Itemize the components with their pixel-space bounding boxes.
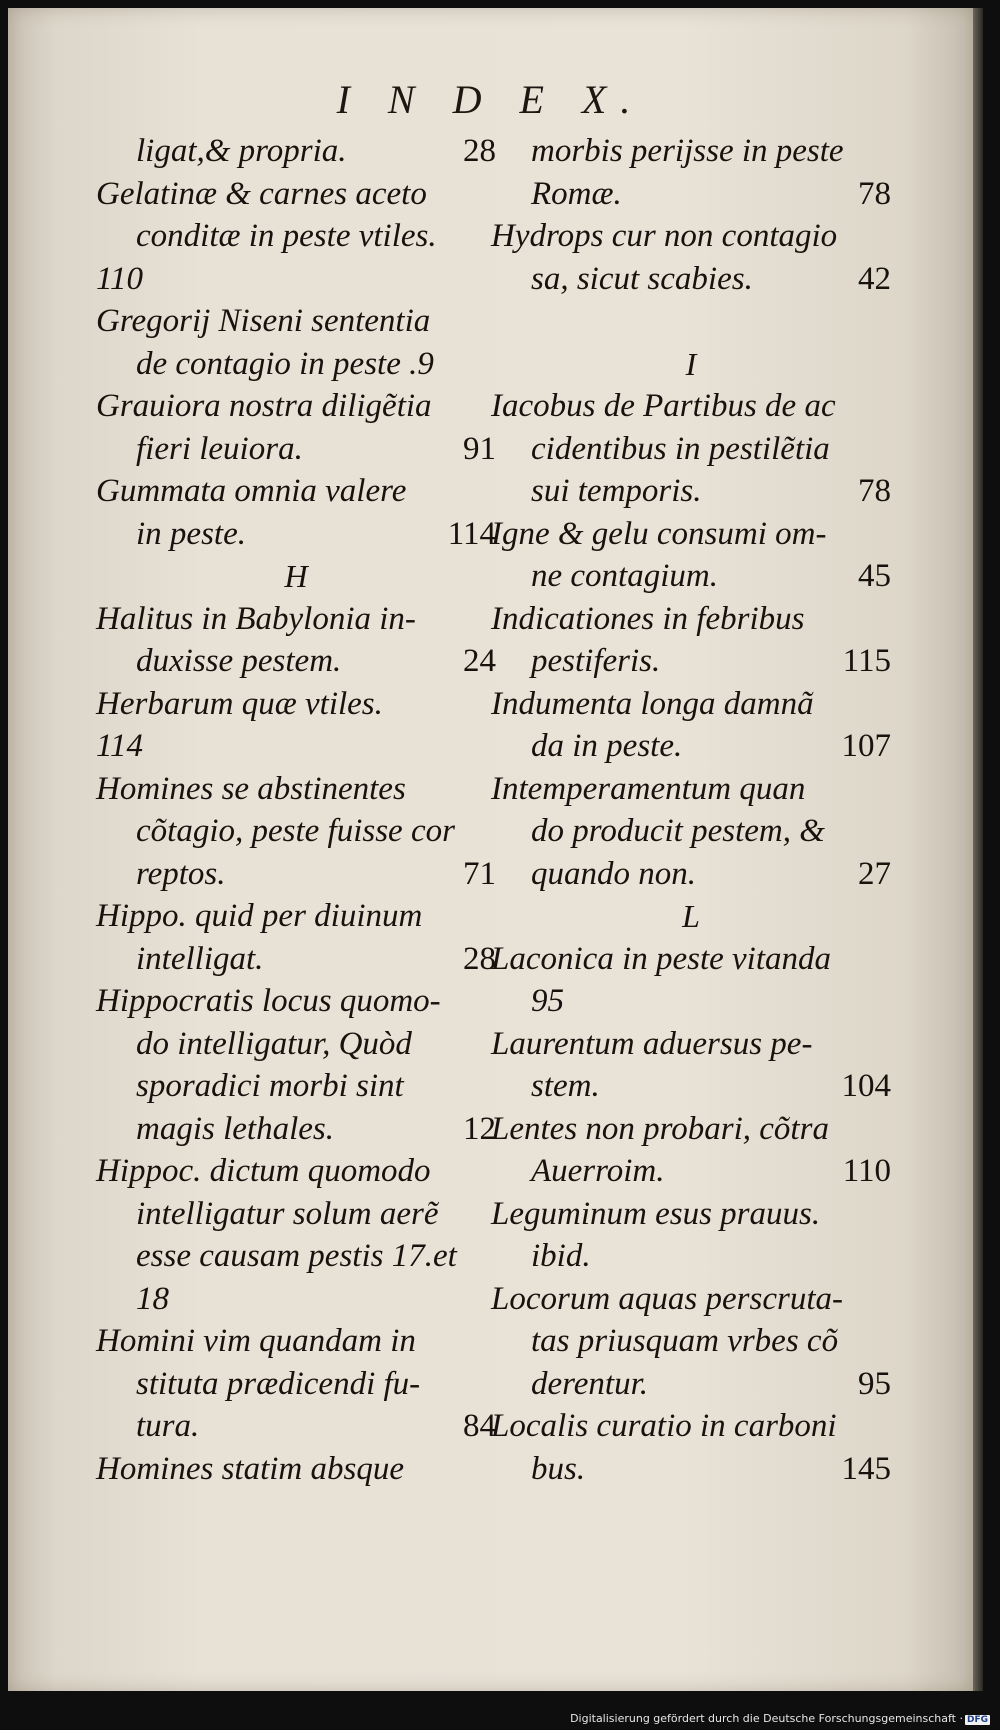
page-number: 104 — [841, 1068, 891, 1104]
entry-text: do producit pestem, & — [531, 813, 825, 849]
index-entry-line — [96, 1278, 496, 1321]
index-entry-line — [491, 725, 891, 768]
entry-text: fieri leuiora. — [136, 430, 303, 467]
entry-text: Homines se abstinentes — [96, 770, 406, 807]
index-entry-line — [96, 343, 496, 386]
index-entry-line — [491, 300, 891, 343]
page-number: 145 — [841, 1450, 891, 1487]
entry-text: de contagio in peste .9 — [136, 345, 434, 382]
index-entry-line — [491, 598, 891, 641]
entry-text: in peste. — [136, 515, 246, 552]
entry-text: Gelatinæ & carnes aceto — [96, 175, 427, 212]
index-entry-line — [491, 1363, 891, 1406]
page-number: 78 — [858, 473, 891, 509]
index-letter-heading — [491, 895, 891, 938]
entry-text: Grauiora nostra diligẽtia — [96, 388, 432, 424]
page-number: 78 — [858, 175, 891, 212]
entry-text: 95 — [531, 983, 564, 1019]
index-entry-line — [96, 1193, 496, 1236]
index-entry-line — [96, 768, 496, 811]
index-entry-line — [491, 555, 891, 598]
entry-text: H — [284, 558, 308, 594]
entry-text: Locorum aquas perscruta- — [491, 1280, 843, 1317]
page-edge — [973, 8, 983, 1691]
index-entry-line — [96, 470, 496, 513]
index-entry-line — [96, 1065, 496, 1108]
index-entry-line — [491, 1108, 891, 1151]
index-entry-line — [96, 853, 496, 896]
index-entry-line — [96, 640, 496, 683]
entry-text: sporadici morbi sint — [136, 1068, 404, 1104]
entry-text: Iacobus de Partibus de ac — [491, 388, 836, 424]
index-entry-line — [491, 938, 891, 981]
index-entry-line — [491, 173, 891, 216]
entry-text: L — [682, 898, 700, 934]
page-number: 114 — [447, 515, 496, 552]
index-entry-line — [491, 513, 891, 556]
page-number: 110 — [842, 1153, 891, 1189]
entry-text: intelligat. — [136, 940, 264, 977]
index-entry-line — [491, 1150, 891, 1193]
entry-text: stituta prædicendi fu- — [136, 1365, 421, 1402]
entry-text: Leguminum esus prauus. — [491, 1195, 821, 1232]
index-entry-line — [491, 683, 891, 726]
entry-text: quando non. — [531, 855, 696, 892]
index-entry-line — [96, 1448, 496, 1491]
index-entry-line — [491, 980, 891, 1023]
entry-text: duxisse pestem. — [136, 643, 342, 679]
index-entry-line — [96, 1023, 496, 1066]
index-entry-line — [491, 385, 891, 428]
entry-text: Romæ. — [531, 175, 622, 212]
entry-text: Hippo. quid per diuinum — [96, 898, 423, 934]
entry-text: ibid. — [531, 1238, 591, 1274]
entry-text: 18 — [136, 1280, 169, 1317]
page-number: 27 — [858, 855, 891, 892]
index-entry-line — [96, 300, 496, 343]
index-entry-line — [491, 1320, 891, 1363]
entry-text: Homini vim quandam in — [96, 1323, 416, 1359]
entry-text: Gregorij Niseni sententia — [96, 303, 431, 339]
entry-text: ligat,& propria. — [136, 133, 347, 169]
credit-text: Digitalisierung gefördert durch die Deutsche Forschungsgemeinschaft · — [570, 1712, 963, 1725]
entry-text: reptos. — [136, 855, 226, 892]
entry-text: sui temporis. — [531, 473, 702, 509]
index-entry-line — [96, 1235, 496, 1278]
entry-text: tura. — [136, 1408, 200, 1444]
entry-text: Hydrops cur non contagio — [491, 218, 838, 254]
page-number: 28 — [463, 133, 496, 169]
index-entry-line — [96, 895, 496, 938]
page-number: 28 — [463, 940, 496, 977]
index-entry-line — [96, 1320, 496, 1363]
index-entry-line — [491, 258, 891, 301]
entry-text: intelligatur solum aerẽ — [136, 1195, 439, 1232]
index-entry-line — [491, 130, 891, 173]
entry-text: Halitus in Babylonia in- — [96, 600, 416, 637]
entry-text: Localis curatio in carboni — [491, 1408, 837, 1444]
index-entry-line — [96, 1405, 496, 1448]
entry-text: morbis perijsse in peste — [531, 133, 844, 169]
page-number: 12 — [463, 1110, 496, 1147]
entry-text: Igne & gelu consumi om- — [491, 515, 827, 552]
entry-text: derentur. — [531, 1365, 649, 1402]
entry-text: Hippocratis locus quomo- — [96, 983, 441, 1019]
index-entry-line — [491, 1235, 891, 1278]
page-number: 95 — [858, 1365, 891, 1402]
index-entry-line — [491, 853, 891, 896]
index-entry-line — [96, 428, 496, 471]
index-entry-line — [96, 173, 496, 216]
index-right-column — [491, 130, 891, 1490]
dfg-logo: DFG — [966, 1715, 988, 1725]
digitization-credit — [570, 1712, 990, 1725]
index-entry-line — [491, 810, 891, 853]
entry-text: cidentibus in pestilẽtia — [531, 430, 830, 467]
entry-text: Homines statim absque — [96, 1450, 404, 1487]
entry-text: I — [685, 345, 697, 382]
page-number: 42 — [858, 260, 891, 297]
index-entry-line — [96, 385, 496, 428]
index-entry-line — [96, 938, 496, 981]
index-letter-heading — [96, 555, 496, 598]
index-entry-line — [96, 810, 496, 853]
index-entry-line — [491, 1065, 891, 1108]
entry-text: Indumenta longa damnã — [491, 685, 814, 722]
index-left-column — [96, 130, 496, 1490]
index-entry-line — [96, 130, 496, 173]
entry-text: stem. — [531, 1068, 600, 1104]
book-page — [8, 8, 973, 1691]
page-number: 107 — [841, 728, 891, 764]
entry-text: 114 — [96, 728, 144, 764]
entry-text: Intemperamentum quan — [491, 770, 806, 807]
entry-text: Gummata omnia valere — [96, 473, 407, 509]
entry-text: Hippoc. dictum quomodo — [96, 1153, 431, 1189]
entry-text: Indicationes in febribus — [491, 600, 805, 637]
page-number: 71 — [463, 855, 496, 892]
entry-text: sa, sicut scabies. — [531, 260, 753, 297]
index-entry-line — [96, 725, 496, 768]
entry-text: bus. — [531, 1450, 586, 1487]
index-entry-line — [491, 1023, 891, 1066]
index-entry-line — [491, 1278, 891, 1321]
entry-text: conditæ in peste vtiles. — [136, 218, 437, 254]
entry-text: Lentes non probari, cõtra — [491, 1110, 829, 1147]
entry-text: cõtagio, peste fuisse cor — [136, 813, 455, 849]
index-entry-line — [96, 980, 496, 1023]
entry-text: Laconica in peste vitanda — [491, 940, 832, 977]
index-entry-line — [96, 1363, 496, 1406]
entry-text: Auerroim. — [531, 1153, 665, 1189]
index-entry-line — [491, 215, 891, 258]
index-entry-line — [491, 428, 891, 471]
entry-text: Herbarum quæ vtiles. — [96, 685, 383, 722]
index-entry-line — [491, 470, 891, 513]
entry-text: ne contagium. — [531, 558, 718, 594]
page-number: 45 — [858, 558, 891, 594]
index-entry-line — [96, 683, 496, 726]
entry-text: da in peste. — [531, 728, 683, 764]
index-entry-line — [491, 1193, 891, 1236]
index-entry-line — [491, 640, 891, 683]
entry-text: magis lethales. — [136, 1110, 334, 1147]
index-entry-line — [96, 513, 496, 556]
index-entry-line — [96, 215, 496, 258]
page-number: 115 — [842, 643, 891, 679]
page-number: 91 — [463, 430, 496, 467]
index-letter-heading — [491, 343, 891, 386]
index-entry-line — [96, 1108, 496, 1151]
index-entry-line — [491, 1448, 891, 1491]
entry-text: 110 — [96, 260, 144, 297]
page-number: 84 — [463, 1408, 496, 1444]
entry-text: esse causam pestis 17.et — [136, 1238, 457, 1274]
entry-text: pestiferis. — [531, 643, 661, 679]
entry-text: tas priusquam vrbes cõ — [531, 1323, 839, 1359]
entry-text: do intelligatur, Quòd — [136, 1025, 412, 1062]
index-entry-line — [96, 598, 496, 641]
index-entry-line — [491, 1405, 891, 1448]
index-heading: I N D E X. — [336, 77, 645, 122]
entry-text: Laurentum aduersus pe- — [491, 1025, 813, 1062]
index-entry-line — [491, 768, 891, 811]
index-entry-line — [96, 258, 496, 301]
index-entry-line — [96, 1150, 496, 1193]
page-number: 24 — [463, 643, 496, 679]
